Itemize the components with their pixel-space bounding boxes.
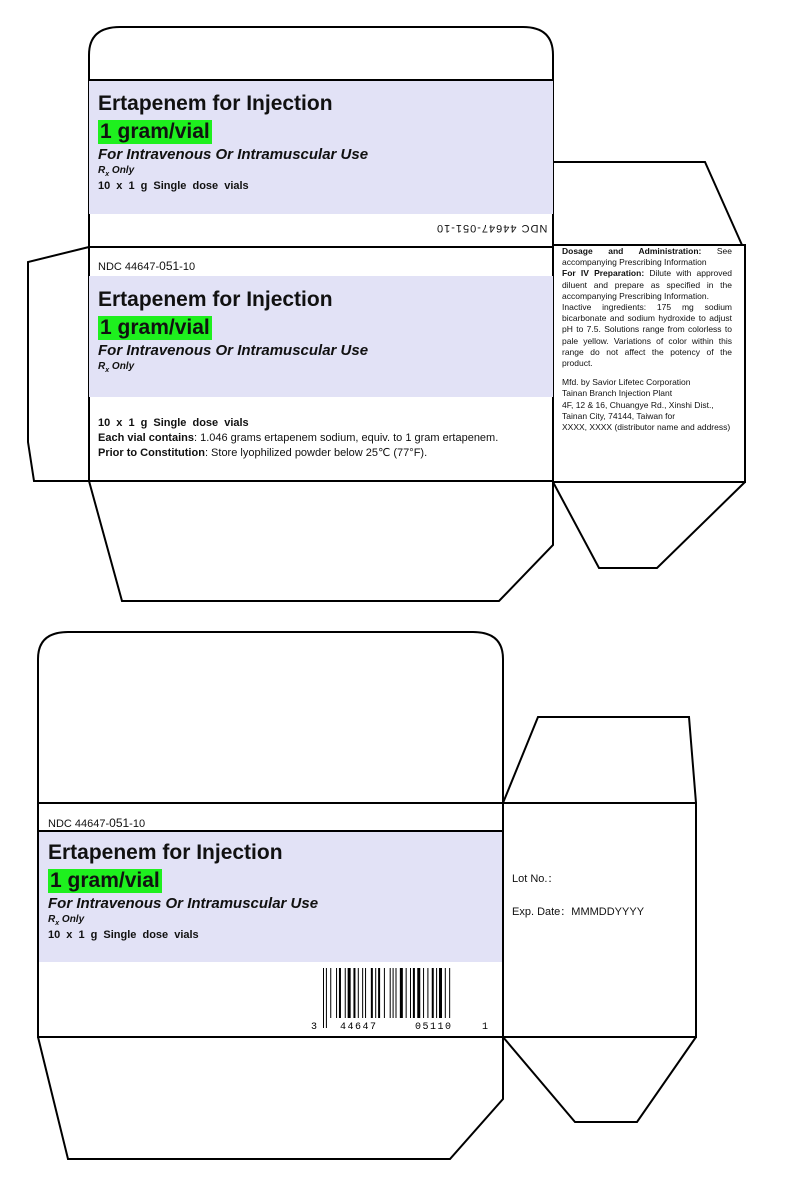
barcode-bar xyxy=(362,968,363,1018)
barcode-bar xyxy=(439,968,442,1018)
side-panel-text xyxy=(562,246,732,433)
lower-ndc: NDC 44647-051-10 xyxy=(48,816,146,830)
barcode xyxy=(310,966,495,1034)
barcode-bar xyxy=(375,968,376,1018)
vial-count: 10 x 1 g Single dose vials xyxy=(98,180,249,192)
barcode-bar xyxy=(336,968,337,1018)
product-strength: 1 gram/vial xyxy=(100,120,210,143)
barcode-bar xyxy=(396,968,397,1018)
barcode-bar xyxy=(400,968,403,1018)
front-panel-details xyxy=(98,416,498,461)
barcode-bar xyxy=(393,968,394,1018)
barcode-bar xyxy=(427,968,428,1018)
rx-only: $R_x$ Only xyxy=(98,165,135,178)
barcode-bar xyxy=(432,968,434,1018)
lower-panel-content xyxy=(48,841,318,941)
barcode-bar xyxy=(371,968,373,1018)
vial-count: 10 x 1 g Single dose vials xyxy=(48,929,199,941)
barcode-bar xyxy=(326,968,327,1028)
iv-preparation: For IV Preparation: Dilute with approved diluent and prepare as specified in the accompanying Prescribing Information. xyxy=(562,268,732,301)
barcode-bar xyxy=(410,968,411,1018)
barcode-bar xyxy=(423,968,424,1018)
product-name: Ertapenem for Injection xyxy=(98,288,333,311)
lower-top-flap-outline xyxy=(38,632,503,803)
rx-only: $R_x$ Only xyxy=(48,914,85,927)
manufacturer-line-2: Tainan Branch Injection Plant xyxy=(562,388,673,399)
lot-number: Lot No.： xyxy=(512,873,559,885)
barcode-bar xyxy=(339,968,341,1018)
top-flap-outline xyxy=(89,27,553,80)
lower-side-bottom-flap-outline xyxy=(503,1037,696,1122)
barcode-left-digit: 3 xyxy=(311,1022,318,1033)
front-panel-content xyxy=(98,288,368,374)
dosage-administration: Dosage and Administration: See accompanying Prescribing Information xyxy=(562,246,732,268)
barcode-bar xyxy=(384,968,385,1018)
manufacturer-line-1: Mfd. by Savior Lifetec Corporation xyxy=(562,377,691,388)
barcode-bar xyxy=(406,968,407,1018)
vial-count: 10 x 1 g Single dose vials xyxy=(98,417,249,429)
route-of-administration: For Intravenous Or Intramuscular Use xyxy=(98,342,369,359)
rx-only: $R_x$ Only xyxy=(98,361,135,374)
expiration-date: Exp. Date：MMMDDYYYY xyxy=(512,906,645,918)
manufacturer-line-3: 4F, 12 & 16, Chuangye Rd., Xinshi Dist., xyxy=(562,399,714,410)
barcode-group-1: 44647 xyxy=(340,1022,378,1033)
lower-side-top-flap-outline xyxy=(503,717,696,803)
product-name: Ertapenem for Injection xyxy=(48,841,283,864)
barcode-bar xyxy=(348,968,351,1018)
bottom-tuck-outline xyxy=(89,481,553,601)
side-bottom-flap-outline xyxy=(553,482,745,568)
barcode-bar xyxy=(358,968,359,1018)
route-of-administration: For Intravenous Or Intramuscular Use xyxy=(98,146,369,163)
manufacturer-line-4: Tainan City, 74144, Taiwan for xyxy=(562,410,676,421)
inactive-ingredients: Inactive ingredients: 175 mg sodium bicarbonate and sodium hydroxide to adjust pH to 7.5. Solutions range from colorless to pale yellow. Variations of color within this range do not affect the potency of the product. xyxy=(562,302,732,369)
barcode-bar xyxy=(413,968,415,1018)
product-strength: 1 gram/vial xyxy=(100,316,210,339)
barcode-bar xyxy=(417,968,420,1018)
manufacturer-line-5: XXXX, XXXX (distributor name and address) xyxy=(562,422,731,433)
barcode-bar xyxy=(378,968,380,1018)
storage-instructions: Prior to Constitution: Store lyophilized powder below 25℃ (77°F). xyxy=(98,447,428,459)
barcode-bar xyxy=(323,968,324,1028)
barcode-bar xyxy=(365,968,366,1018)
product-strength: 1 gram/vial xyxy=(50,869,160,892)
vial-contents: Each vial contains: 1.046 grams ertapenem sodium, equiv. to 1 gram ertapenem. xyxy=(98,432,499,444)
barcode-bar xyxy=(353,968,355,1018)
product-name: Ertapenem for Injection xyxy=(98,92,333,115)
barcode-bar xyxy=(345,968,346,1018)
barcode-right-digit: 1 xyxy=(482,1022,489,1033)
route-of-administration: For Intravenous Or Intramuscular Use xyxy=(48,895,319,912)
front-ndc: NDC 44647-051-10 xyxy=(98,259,196,273)
side-top-flap-outline xyxy=(553,162,742,245)
barcode-bar xyxy=(330,968,331,1018)
barcode-group-2: 05110 xyxy=(415,1022,453,1033)
barcode-bar xyxy=(436,968,437,1018)
glue-flap-outline xyxy=(28,247,89,481)
lower-bottom-tuck-outline xyxy=(38,1037,503,1159)
top-panel-content xyxy=(98,92,368,192)
ndc-upside-down: NDC 44647-051-10 xyxy=(436,222,548,234)
